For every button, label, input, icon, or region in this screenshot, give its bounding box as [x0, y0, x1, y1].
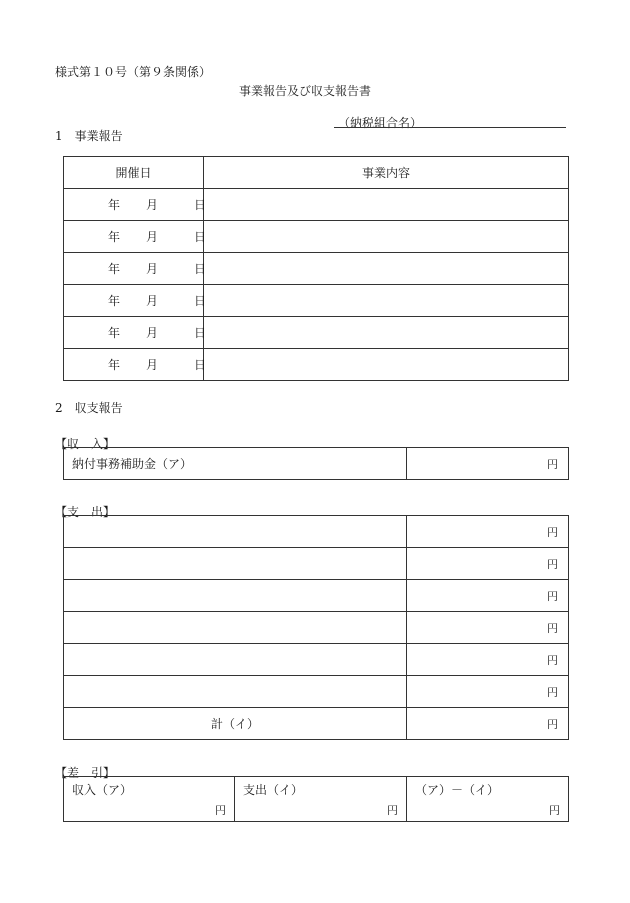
year-label: 年	[108, 230, 121, 244]
event-table	[63, 156, 569, 381]
income-amount-cell[interactable]	[407, 448, 569, 480]
content-cell[interactable]	[204, 221, 569, 253]
col-content-header: 事業内容	[204, 157, 569, 189]
union-name-label: （納税組合名）	[338, 116, 423, 130]
section2-heading: 2 収支報告	[55, 401, 123, 415]
expense-item-cell[interactable]	[64, 516, 407, 548]
balance-expense-label: 支出（イ）	[243, 783, 304, 797]
table-row	[64, 676, 569, 708]
form-label: 様式第１０号（第９条関係）	[55, 65, 212, 79]
expense-item-cell[interactable]	[64, 676, 407, 708]
month-label: 月	[146, 358, 159, 372]
table-row	[64, 221, 569, 253]
year-label: 年	[108, 198, 121, 212]
day-label: 日	[194, 198, 207, 212]
col-date-header: 開催日	[64, 157, 204, 189]
date-cell	[64, 189, 207, 221]
table-row	[64, 516, 569, 548]
yen-unit: 円	[547, 686, 558, 699]
expense-amount-cell[interactable]	[407, 548, 569, 580]
yen-unit: 円	[549, 804, 560, 817]
date-cell	[64, 349, 207, 381]
balance-income-label: 収入（ア）	[72, 783, 133, 797]
day-label: 日	[194, 230, 207, 244]
balance-income-cell[interactable]	[64, 777, 235, 822]
expense-amount-cell[interactable]	[407, 612, 569, 644]
income-table	[63, 447, 569, 480]
yen-unit: 円	[547, 654, 558, 667]
income-row-label: 納付事務補助金（ア）	[64, 448, 407, 480]
section1-heading: 1 事業報告	[55, 129, 123, 143]
month-label: 月	[146, 262, 159, 276]
expense-amount-cell[interactable]	[407, 644, 569, 676]
month-label: 月	[146, 230, 159, 244]
table-row	[64, 285, 569, 317]
year-label: 年	[108, 262, 121, 276]
month-label: 月	[146, 326, 159, 340]
table-row	[64, 644, 569, 676]
expense-item-cell[interactable]	[64, 580, 407, 612]
date-cell	[64, 221, 207, 253]
date-cell	[64, 317, 207, 349]
balance-expense-cell[interactable]	[235, 777, 407, 822]
expense-total-label: 計（イ）	[64, 708, 407, 740]
expense-item-cell[interactable]	[64, 548, 407, 580]
table-row	[64, 189, 569, 221]
table-row	[64, 253, 569, 285]
year-label: 年	[108, 294, 121, 308]
page-title: 事業報告及び収支報告書	[239, 84, 372, 98]
table-row	[64, 317, 569, 349]
expense-item-cell[interactable]	[64, 612, 407, 644]
balance-diff-cell[interactable]	[407, 777, 569, 822]
content-cell[interactable]	[204, 317, 569, 349]
expense-total-cell[interactable]	[407, 708, 569, 740]
yen-unit: 円	[547, 458, 558, 471]
month-label: 月	[146, 198, 159, 212]
expense-total-row	[64, 708, 569, 740]
yen-unit: 円	[547, 622, 558, 635]
table-row	[64, 349, 569, 381]
content-cell[interactable]	[204, 349, 569, 381]
expense-table	[63, 515, 569, 740]
expense-label: 【支 出】	[55, 505, 116, 519]
balance-table	[63, 776, 569, 822]
date-cell	[64, 253, 207, 285]
day-label: 日	[194, 358, 207, 372]
year-label: 年	[108, 358, 121, 372]
yen-unit: 円	[387, 804, 398, 817]
day-label: 日	[194, 326, 207, 340]
yen-unit: 円	[215, 804, 226, 817]
content-cell[interactable]	[204, 189, 569, 221]
year-label: 年	[108, 326, 121, 340]
date-cell	[64, 285, 207, 317]
yen-unit: 円	[547, 590, 558, 603]
month-label: 月	[146, 294, 159, 308]
table-row	[64, 580, 569, 612]
table-row	[64, 612, 569, 644]
balance-diff-label: （ア）－（イ）	[415, 783, 500, 797]
expense-item-cell[interactable]	[64, 644, 407, 676]
balance-label: 【差 引】	[55, 766, 116, 780]
day-label: 日	[194, 262, 207, 276]
yen-unit: 円	[547, 718, 558, 731]
yen-unit: 円	[547, 558, 558, 571]
table-row	[64, 548, 569, 580]
expense-amount-cell[interactable]	[407, 516, 569, 548]
yen-unit: 円	[547, 526, 558, 539]
day-label: 日	[194, 294, 207, 308]
expense-amount-cell[interactable]	[407, 580, 569, 612]
expense-amount-cell[interactable]	[407, 676, 569, 708]
content-cell[interactable]	[204, 253, 569, 285]
content-cell[interactable]	[204, 285, 569, 317]
income-label: 【収 入】	[55, 437, 116, 451]
union-name-underline	[334, 127, 566, 128]
